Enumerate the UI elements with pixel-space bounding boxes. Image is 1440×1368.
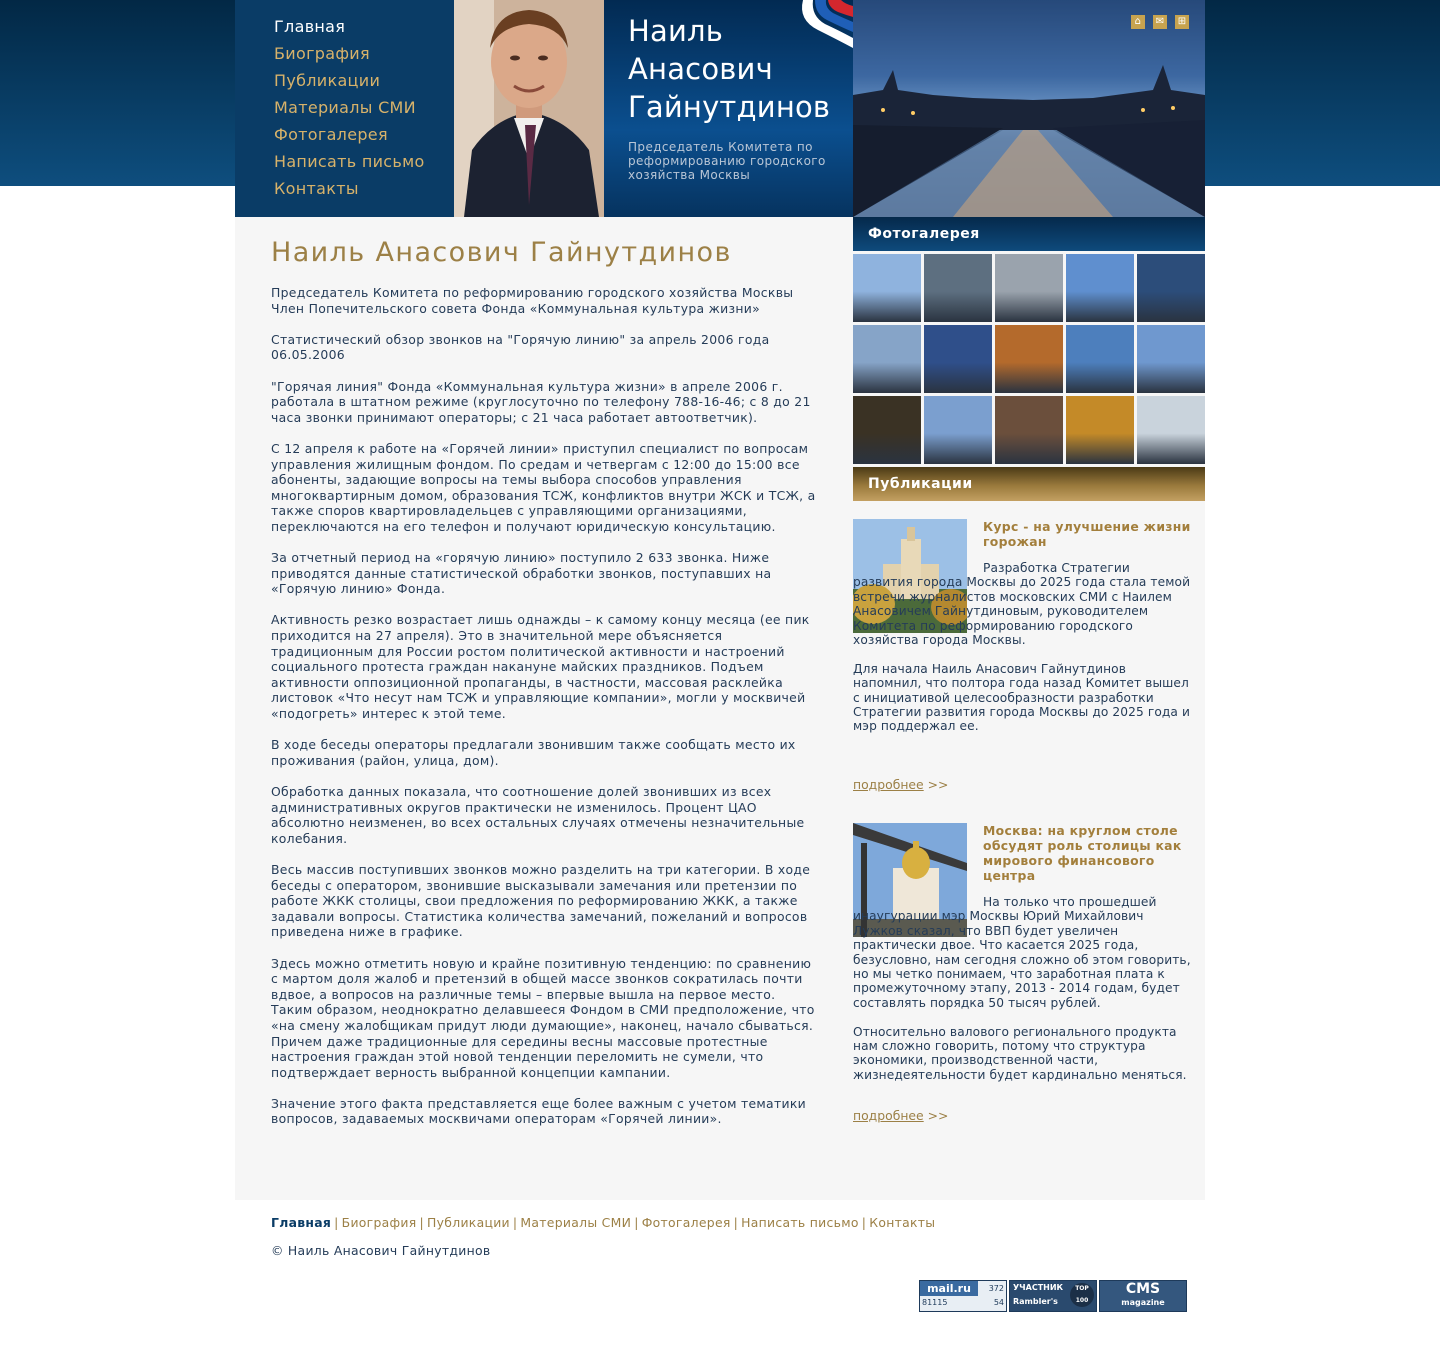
header-icon-bar	[1128, 15, 1189, 34]
rambler-top100-badge[interactable]	[1009, 1280, 1097, 1312]
cms-magazine-badge[interactable]	[1099, 1280, 1187, 1312]
article-paragraph: "Горячая линия" Фонда «Коммунальная культура жизни» в апреле 2006 г. работала в штатном режиме (круглосуточно по телефону 788-16-46; с 8 до 21 часа звонки принимают операторы; с 21 часа работает автоответчик).	[271, 378, 811, 425]
page-title: Наиль Анасович Гайнутдинов	[271, 237, 732, 268]
header	[235, 0, 1205, 217]
gallery-grid	[853, 254, 1205, 464]
name-line-3: Гайнутдинов	[628, 90, 831, 124]
footer-separator: |	[334, 1215, 339, 1230]
more-arrow: >>	[927, 777, 949, 792]
mail-icon[interactable]: ✉	[1153, 15, 1167, 29]
footer-link[interactable]: Главная	[271, 1215, 332, 1230]
copyright: © Наиль Анасович Гайнутдинов	[271, 1243, 491, 1258]
gallery-thumb[interactable]	[995, 396, 1063, 464]
publication-title[interactable]: Курс - на улучшение жизни горожан	[983, 519, 1191, 549]
gallery-thumb[interactable]	[924, 325, 992, 393]
footer-separator: |	[733, 1215, 739, 1230]
gallery-thumb[interactable]	[924, 254, 992, 322]
publication-text	[853, 561, 1193, 748]
publication-paragraph: Разработка Стратегии развития города Москвы до 2025 года стала темой встречи журналистов московских СМИ с Наилем Анасовичем Гайнутдиновым, руководителем Комитета по реформированию городского хозяйства города Москвы.	[853, 561, 1191, 648]
nav-item-gallery[interactable]: Фотогалерея	[274, 125, 388, 144]
nav-item-contacts[interactable]: Контакты	[274, 179, 359, 198]
footer-nav	[271, 1215, 935, 1230]
article-paragraph: За отчетный период на «горячую линию» поступило 2 633 звонка. Ниже приводятся данные статистической обработки звонков, поступавших на «Горячую линию» Фонда.	[271, 550, 772, 597]
article-paragraph: Обработка данных показала, что соотношение долей звонивших из всех административных округов практически не изменилось. Процент ЦАО абсолютно неизменен, во всех остальных случаях отмечены незначительные колебания.	[271, 784, 805, 846]
footer-link[interactable]: Написать письмо	[741, 1215, 859, 1230]
gallery-title[interactable]: Фотогалерея	[868, 226, 980, 242]
nav-item-home[interactable]: Главная	[274, 17, 346, 36]
sitemap-icon[interactable]: ⊞	[1175, 15, 1189, 29]
mailru-total: 81115	[922, 1298, 948, 1307]
gallery-thumb[interactable]	[1066, 396, 1134, 464]
nav-item-publications[interactable]: Публикации	[274, 71, 381, 90]
gallery-header	[853, 217, 1205, 251]
publication-more	[853, 1108, 948, 1123]
footer-separator: |	[861, 1215, 867, 1230]
portrait-photo	[454, 0, 604, 217]
gallery-thumb[interactable]	[995, 254, 1063, 322]
name-line-2: Анасович	[628, 52, 773, 86]
publications-title[interactable]: Публикации	[868, 476, 973, 492]
cms-line-2: magazine	[1121, 1298, 1165, 1307]
article-body	[271, 285, 821, 1143]
read-more-link[interactable]: подробнее	[853, 1108, 924, 1123]
article-paragraph: Здесь можно отметить новую и крайне позитивную тенденцию: по сравнению с мартом доля жалоб и претензий в общей массе звонков сократилась почти вдвое, а вопросов на различные темы – впервые вышла на первое место. Таким образом, неоднократно делавшееся Фондом в СМИ предположение, что «на смену жалобщикам придут люди думающие», наконец, начало сбываться. Причем даже традиционные для середины весны массовые протестные настроения граждан этой новой тенденции переломить не сумели, что подтверждает верность выбранной концепции кампании.	[271, 955, 815, 1080]
more-arrow: >>	[927, 1108, 949, 1123]
article-paragraph: Значение этого факта представляется еще более важным с учетом тематики вопросов, задаваемых москвичами операторам «Горячей линии».	[271, 1095, 806, 1127]
read-more-link[interactable]: подробнее	[853, 777, 924, 792]
publication-more	[853, 777, 948, 792]
flag-ribbon-logo	[793, 0, 853, 50]
rambler-top-circle: TOP 100	[1070, 1283, 1094, 1307]
nav-item-biography[interactable]: Биография	[274, 44, 370, 63]
portrait-illustration	[454, 0, 604, 217]
footer-link[interactable]: Биография	[341, 1215, 417, 1230]
gallery-thumb[interactable]	[853, 325, 921, 393]
footer-separator: |	[634, 1215, 639, 1230]
footer-link[interactable]: Материалы СМИ	[520, 1215, 632, 1230]
footer-separator: |	[419, 1215, 425, 1230]
publication-paragraph: Относительно валового регионального продукта нам сложно говорить, потому что структура экономики, производственной части, жизнедеятельности будет кардинально меняться.	[853, 1024, 1187, 1082]
footer-link[interactable]: Фотогалерея	[641, 1215, 731, 1230]
article-paragraph: Активность резко возрастает лишь однажды – к самому концу месяца (ее пик приходится на 27 апреля). Это в значительной мере объясняется традиционным для России ростом политической активности и настроений социального протеста граждан накануне майских праздников. Подъем активности оппозиционной пропаганды, в частности, массовая расклейка листовок «Что несут нам ТСЖ и управляющие компании», могли у москвичей «подогреть» интерес к этой теме.	[271, 612, 810, 722]
publication-text	[853, 895, 1193, 1097]
cms-line-1: CMS	[1125, 1281, 1161, 1297]
article-paragraph: С 12 апреля к работе на «Горячей линии» приступил специалист по вопросам управления жилищным фондом. По средам и четвергам с 12:00 до 15:00 все абоненты, задающие вопросы на темы выбора способов управления многоквартирным домом, образования ТСЖ, конфликтов внутри ЖСК и ТСЖ, а также споров квартировладельцев с управляющими организациями, переключаются на его телефон и получают юридическую консультацию.	[271, 440, 816, 534]
publications-header	[853, 467, 1205, 501]
article-paragraph: В ходе беседы операторы предлагали звонившим также сообщать место их проживания (район, улица, дом).	[271, 737, 796, 768]
footer-separator: |	[512, 1215, 518, 1230]
mailru-count-2: 54	[993, 1298, 1004, 1307]
nav-item-media[interactable]: Материалы СМИ	[274, 98, 416, 117]
gallery-thumb[interactable]	[1066, 254, 1134, 322]
rambler-line-2: Rambler's	[1013, 1297, 1058, 1306]
footer-link[interactable]: Публикации	[427, 1215, 510, 1230]
mailru-counter-badge[interactable]	[919, 1280, 1007, 1312]
gallery-thumb[interactable]	[853, 396, 921, 464]
publication-paragraph: На только что прошедшей инаугурации мэр Москвы Юрий Михайлович Лужков сказал, что ВВП будет увеличен практически двое. Что касается 2025 года, безусловно, нам сегодня сложно об этом говорить, но мы четко понимаем, что заработная плата к промежуточному этапу, 2013 - 2014 годам, будет составлять порядка 50 тысяч рублей.	[853, 895, 1191, 1010]
home-icon[interactable]: ⌂	[1131, 15, 1145, 29]
gallery-thumb[interactable]	[924, 396, 992, 464]
publication-title[interactable]: Москва: на круглом столе обсудят роль столицы как мирового финансового центра	[983, 823, 1182, 883]
content-area	[235, 217, 1205, 1200]
gallery-thumb[interactable]	[1137, 325, 1205, 393]
publication-paragraph: Для начала Наиль Анасович Гайнутдинов напомнил, что полтора года назад Комитет вышел с инициативой целесообразности разработки Стратегии развития города Москвы до 2025 года и мэр поддержал ее.	[853, 661, 1190, 734]
mailru-logo: mail.ru	[920, 1281, 978, 1296]
mailru-count-1: 372	[988, 1284, 1004, 1293]
header-subtitle: Председатель Комитета по реформированию городского хозяйства Москвы	[628, 140, 826, 182]
city-photo	[853, 0, 1205, 217]
gallery-thumb[interactable]	[1137, 254, 1205, 322]
name-block	[604, 0, 853, 217]
footer	[271, 1215, 936, 1258]
nav-item-write-letter[interactable]: Написать письмо	[274, 152, 425, 171]
gallery-thumb[interactable]	[853, 254, 921, 322]
rambler-line-1: УЧАСТНИК	[1013, 1283, 1064, 1292]
gallery-thumb[interactable]	[995, 325, 1063, 393]
article-paragraph: Председатель Комитета по реформированию городского хозяйства Москвы Член Попечительского совета Фонда «Коммунальная культура жизни»	[271, 285, 794, 316]
article-paragraph: Весь массив поступивших звонков можно разделить на три категории. В ходе беседы с оператором, звонившие высказывали замечания или претензии по работе ЖКК столицы, свои предложения по реформированию ЖКК, а также задавали вопросы. Статистика количества замечаний, пожеланий и вопросов приведена ниже в графике.	[271, 861, 811, 940]
gallery-thumb[interactable]	[1137, 396, 1205, 464]
gallery-thumb[interactable]	[1066, 325, 1134, 393]
main-nav	[235, 0, 454, 217]
article-paragraph: Статистический обзор звонков на "Горячую линию" за апрель 2006 года 06.05.2006	[271, 331, 770, 363]
name-line-1: Наиль	[628, 14, 724, 48]
footer-link[interactable]: Контакты	[869, 1215, 936, 1230]
